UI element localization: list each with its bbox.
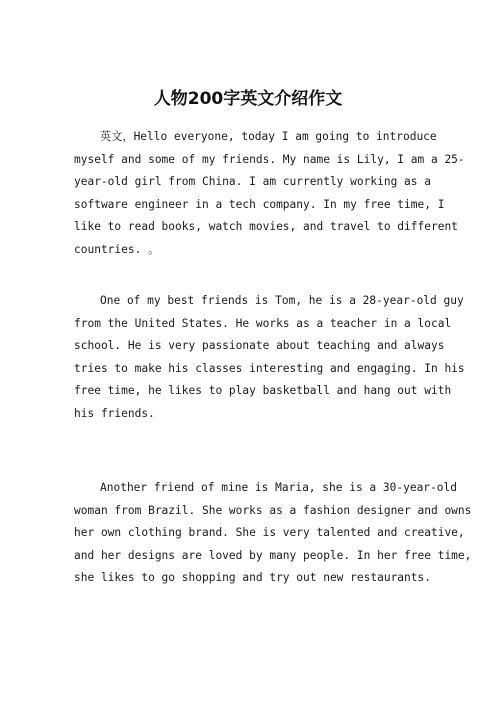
text-line: One of my best friends is Tom, he is a 28-year-old guy (100, 294, 464, 307)
paragraph-maria (74, 477, 472, 590)
text-line: woman from Brazil. She works as a fashion designer and owns (74, 503, 472, 517)
text-line: year-old girl from China. I am currently working as a (74, 175, 431, 188)
text-line: her own clothing brand. She is very talented and creative, (74, 526, 465, 539)
text-line: his friends. (74, 406, 155, 420)
text-line: countries. 。 (74, 242, 160, 256)
text-line: 英文，Hello everyone, today I am going to introduce (100, 130, 437, 143)
document-title: 人物200字英文介绍作文 (153, 89, 343, 109)
text-line: Another friend of mine is Maria, she is a 30-year-old (100, 481, 457, 494)
text-line: free time, he likes to play basketball and hang out with (74, 384, 452, 397)
text-line: myself and some of my friends. My name is Lily, I am a 25- (74, 152, 465, 166)
text-line: she likes to go shopping and try out new restaurants. (74, 571, 431, 584)
text-line: software engineer in a tech company. In my free time, I (74, 197, 445, 211)
text-line: like to read books, watch movies, and travel to different (74, 220, 458, 233)
text-line: from the United States. He works as a teacher in a local (74, 316, 452, 330)
paragraph-intro (74, 126, 465, 261)
paragraph-tom (74, 290, 465, 425)
text-line: school. He is very passionate about teaching and always (74, 339, 445, 352)
text-line: tries to make his classes interesting and engaging. In his (74, 361, 465, 375)
text-line: and her designs are loved by many people. In her free time, (74, 548, 472, 562)
